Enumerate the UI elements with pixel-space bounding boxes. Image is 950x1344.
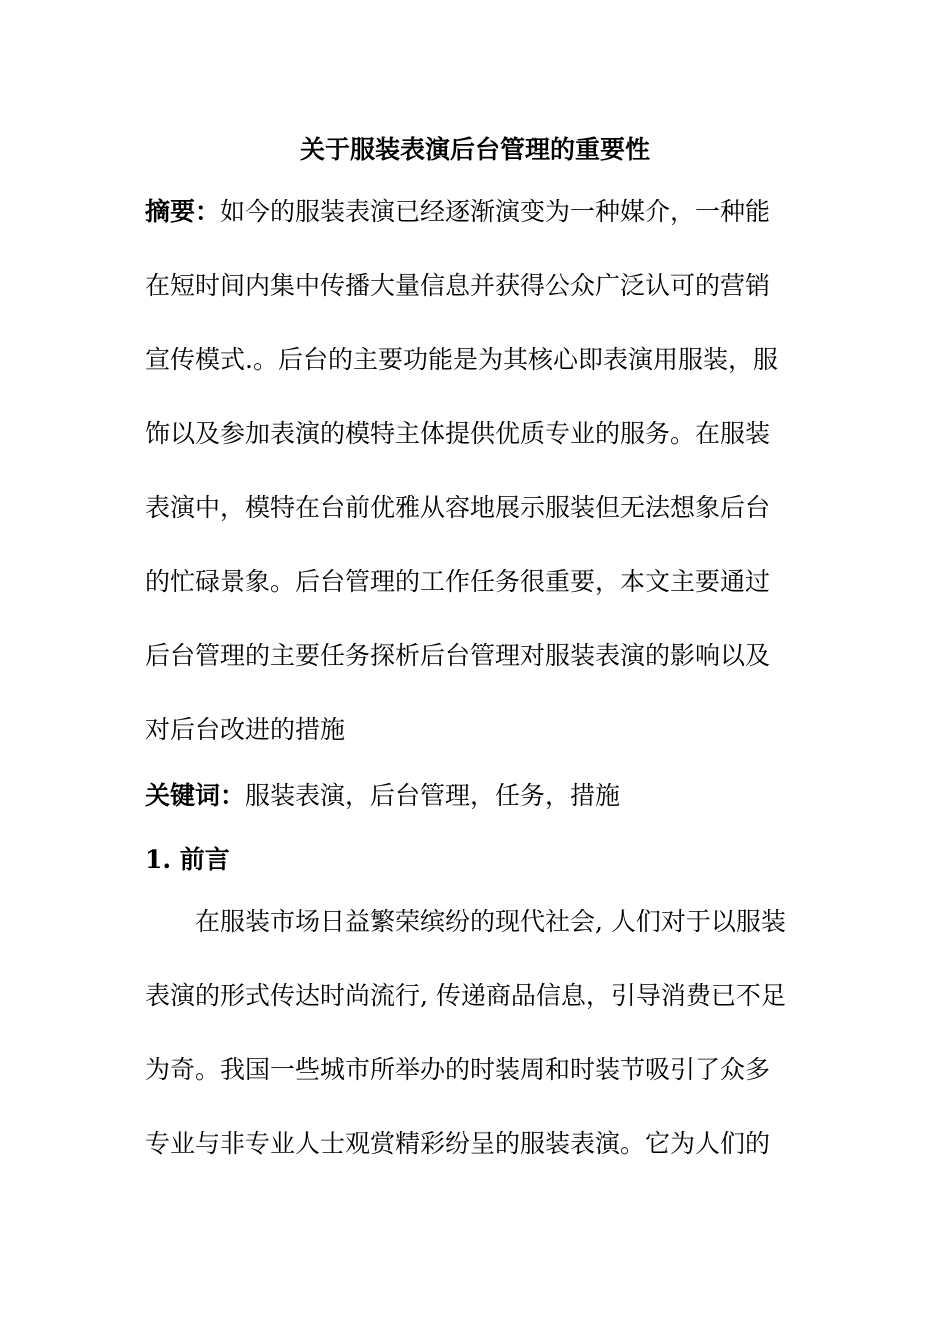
abstract-label: 摘要：	[145, 197, 221, 226]
abstract-line-8: 对后台改进的措施	[145, 715, 346, 744]
abstract-line-5: 表演中，模特在台前优雅从容地展示服装但无法想象后台	[145, 493, 771, 522]
intro-line-4: 专业与非专业人士观赏精彩纷呈的服装表演。它为人们的	[145, 1129, 771, 1158]
keywords-text: 服装表演，后台管理，任务，措施	[245, 781, 621, 810]
document-title: 关于服装表演后台管理的重要性	[299, 135, 650, 164]
abstract-line-4: 饰以及参加表演的模特主体提供优质专业的服务。在服装	[145, 419, 771, 448]
keywords-line	[145, 778, 620, 814]
keywords-label: 关键词：	[145, 781, 246, 810]
abstract-line-3: 宣传模式.。后台的主要功能是为其核心即表演用服装，服	[145, 345, 778, 374]
section-heading-intro: 1. 前言	[145, 845, 230, 874]
intro-line-3: 为奇。我国一些城市所举办的时装周和时装节吸引了众多	[145, 1055, 771, 1084]
intro-line-1: 在服装市场日益繁荣缤纷的现代社会, 人们对于以服装	[195, 907, 786, 936]
abstract-line-1	[145, 194, 770, 230]
abstract-line-7: 后台管理的主要任务探析后台管理对服装表演的影响以及	[145, 641, 771, 670]
abstract-text-1: 如今的服装表演已经逐渐演变为一种媒介，一种能	[220, 197, 771, 226]
intro-line-2: 表演的形式传达时尚流行, 传递商品信息，引导消费已不足	[145, 981, 786, 1010]
abstract-line-6: 的忙碌景象。后台管理的工作任务很重要，本文主要通过	[145, 567, 771, 596]
abstract-line-2: 在短时间内集中传播大量信息并获得公众广泛认可的营销	[145, 271, 771, 300]
